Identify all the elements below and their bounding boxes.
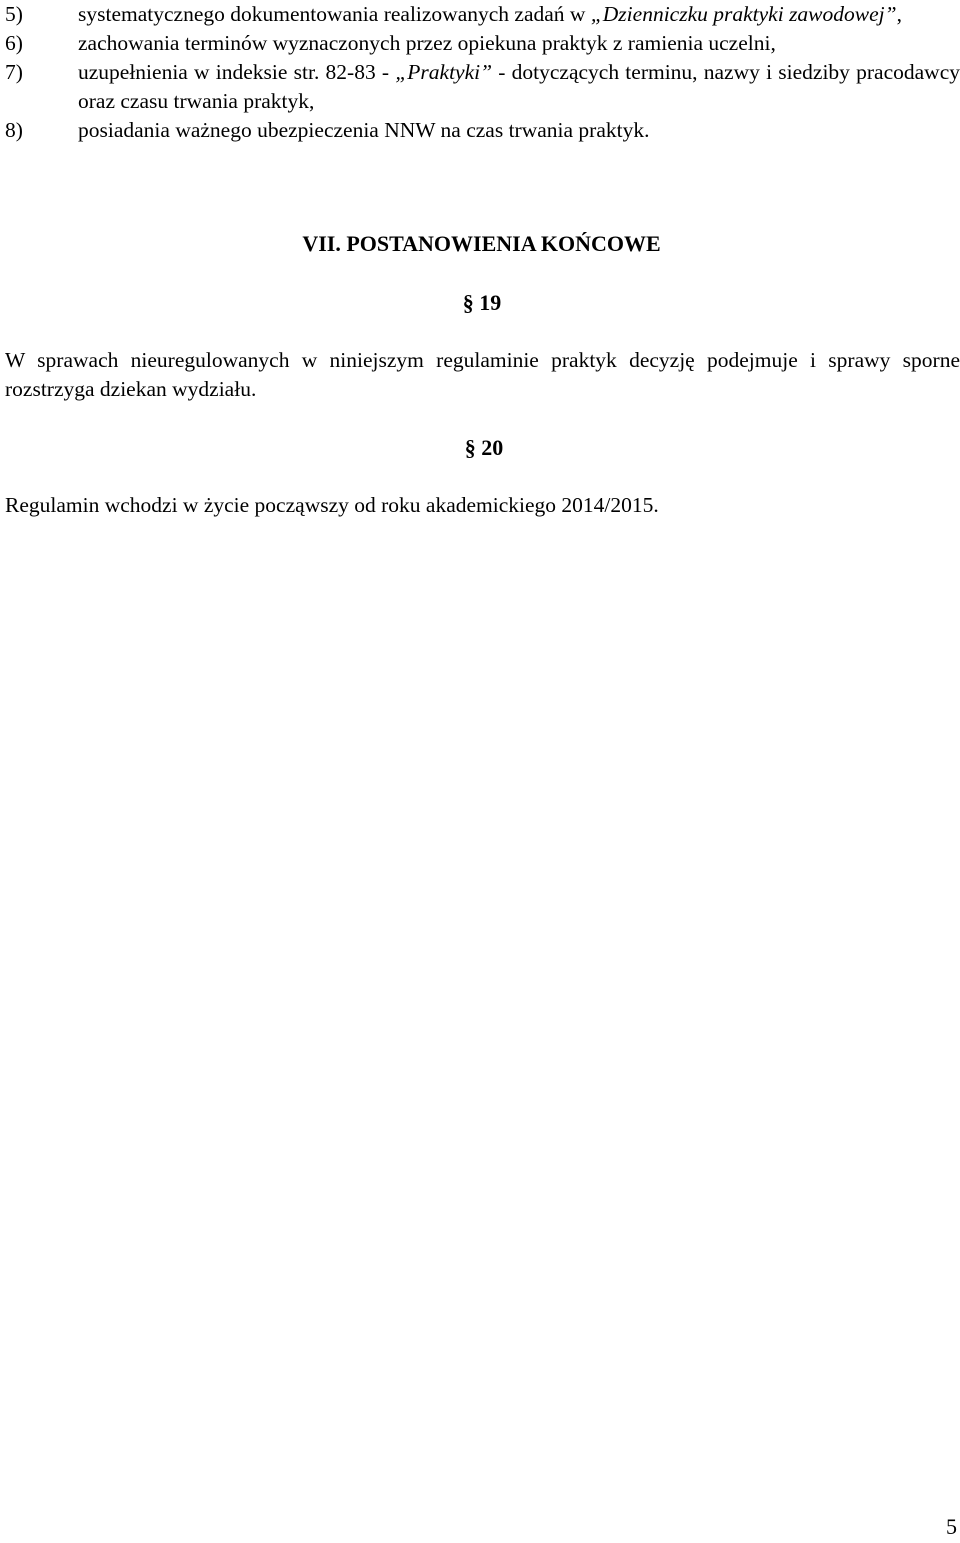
paragraph-19-text: W sprawach nieuregulowanych w niniejszym regulaminie praktyk decyzję podejmuje i sprawy sporne rozstrzyga dziekan wydziału. bbox=[5, 348, 960, 401]
list-item-text: zachowania terminów wyznaczonych przez opiekuna praktyk z ramienia uczelni, bbox=[78, 31, 776, 55]
list-item bbox=[5, 58, 960, 116]
list-item-italic-title: „Dzienniczku praktyki zawodowej” bbox=[590, 2, 897, 26]
list-item-text-end: - dotyczących terminu, nazwy i siedziby pracodawcy oraz czasu trwania praktyk, bbox=[78, 60, 960, 113]
paragraph-mark-20: § 20 bbox=[464, 435, 504, 460]
section-heading: VII. POSTANOWIENIA KOŃCOWE bbox=[302, 231, 661, 256]
list-item-number: 5) bbox=[5, 2, 23, 26]
page-number: 5 bbox=[946, 1514, 957, 1539]
list-item-number: 6) bbox=[5, 31, 23, 55]
list-item-number: 8) bbox=[5, 118, 23, 142]
list-item-text: systematycznego dokumentowania realizowanych zadań w bbox=[78, 2, 591, 26]
list-item-text: posiadania ważnego ubezpieczenia NNW na czas trwania praktyk. bbox=[78, 118, 650, 142]
list-item-italic-title: „Praktyki” bbox=[395, 60, 493, 84]
list-item bbox=[5, 29, 960, 58]
list-item-text-end: , bbox=[896, 2, 902, 26]
list-item-number: 7) bbox=[5, 60, 23, 84]
list-item-text: uzupełnienia w indeksie str. 82-83 - bbox=[78, 60, 396, 84]
list-item bbox=[5, 116, 960, 145]
paragraph-mark-19: § 19 bbox=[462, 290, 502, 315]
paragraph-20-text: Regulamin wchodzi w życie począwszy od roku akademickiego 2014/2015. bbox=[5, 493, 659, 517]
obligations-list bbox=[5, 0, 960, 145]
list-item bbox=[5, 0, 960, 29]
